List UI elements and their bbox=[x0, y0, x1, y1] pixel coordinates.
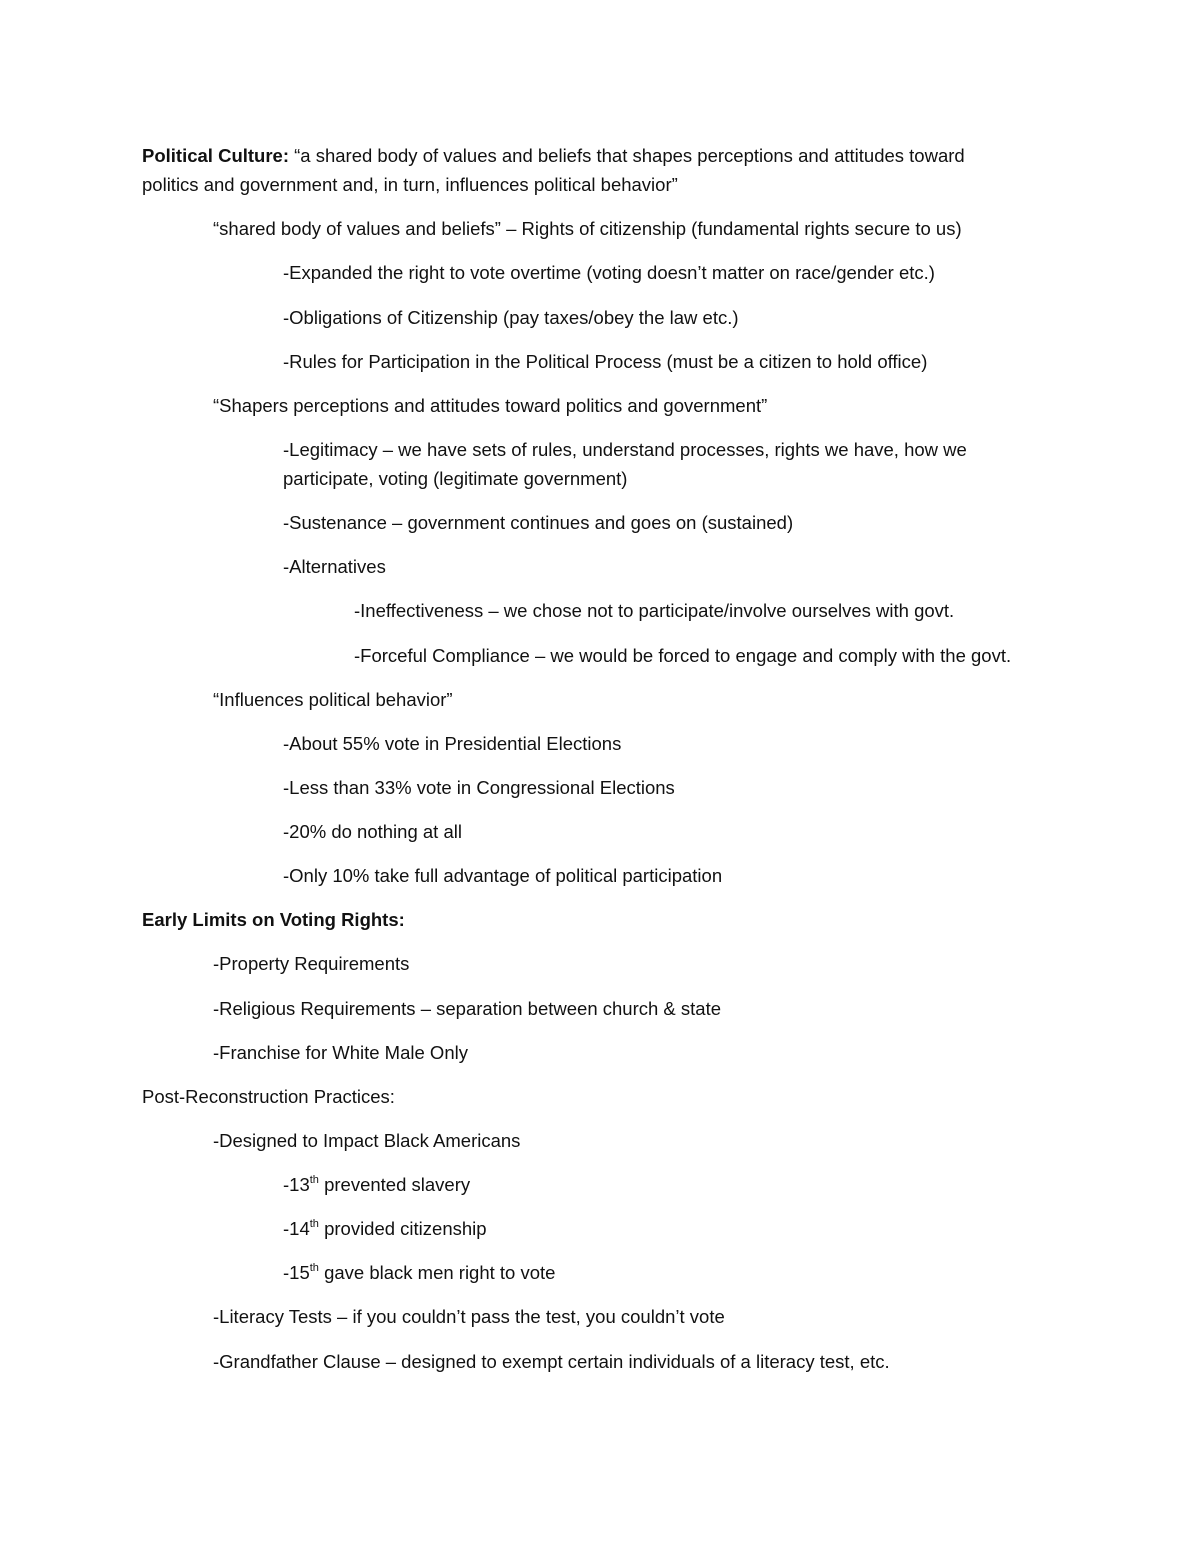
alternatives-item-ineffectiveness: -Ineffectiveness – we chose not to participate/involve ourselves with govt. bbox=[354, 600, 955, 621]
shapers-item-legitimacy-continued: participate, voting (legitimate government) bbox=[283, 468, 628, 489]
amendment-13-text: prevented slavery bbox=[318, 1174, 471, 1195]
influences-item-congressional: -Less than 33% vote in Congressional Elections bbox=[283, 777, 675, 798]
early-limits-heading: Early Limits on Voting Rights: bbox=[142, 909, 405, 930]
amendment-13-item bbox=[283, 1170, 470, 1199]
shared-values-item-rules: -Rules for Participation in the Political Process (must be a citizen to hold office) bbox=[283, 351, 928, 372]
political-culture-definition-part-2: politics and government and, in turn, influences political behavior” bbox=[142, 174, 678, 195]
section-influences-title: “Influences political behavior” bbox=[213, 689, 453, 710]
influences-item-presidential: -About 55% vote in Presidential Elections bbox=[283, 733, 622, 754]
amendment-14-suffix: th bbox=[309, 1217, 319, 1230]
shapers-item-legitimacy: -Legitimacy – we have sets of rules, understand processes, rights we have, how we bbox=[283, 439, 967, 460]
early-limits-item-religious: -Religious Requirements – separation between church & state bbox=[213, 998, 722, 1019]
amendment-15-suffix: th bbox=[309, 1261, 319, 1274]
influences-item-full-participation: -Only 10% take full advantage of political participation bbox=[283, 865, 723, 886]
amendment-15-number: -15 bbox=[283, 1262, 310, 1283]
amendment-14-text: provided citizenship bbox=[318, 1218, 487, 1239]
alternatives-item-forceful-compliance: -Forceful Compliance – we would be forced to engage and comply with the govt. bbox=[354, 645, 1012, 666]
section-shared-values-title: “shared body of values and beliefs” – Rights of citizenship (fundamental rights secure to us) bbox=[213, 218, 962, 239]
post-reconstruction-grandfather-clause: -Grandfather Clause – designed to exempt certain individuals of a literacy test, etc. bbox=[213, 1351, 890, 1372]
amendment-14-item bbox=[283, 1214, 487, 1243]
post-reconstruction-designed: -Designed to Impact Black Americans bbox=[213, 1130, 521, 1151]
shared-values-item-voting: -Expanded the right to vote overtime (voting doesn’t matter on race/gender etc.) bbox=[283, 262, 935, 283]
political-culture-line-1 bbox=[142, 141, 965, 170]
shared-values-item-obligations: -Obligations of Citizenship (pay taxes/obey the law etc.) bbox=[283, 307, 739, 328]
amendment-15-text: gave black men right to vote bbox=[318, 1262, 556, 1283]
amendment-13-suffix: th bbox=[309, 1173, 319, 1186]
amendment-14-number: -14 bbox=[283, 1218, 310, 1239]
influences-item-nothing: -20% do nothing at all bbox=[283, 821, 462, 842]
post-reconstruction-heading: Post-Reconstruction Practices: bbox=[142, 1086, 395, 1107]
amendment-15-item bbox=[283, 1258, 555, 1287]
post-reconstruction-literacy-tests: -Literacy Tests – if you couldn’t pass the test, you couldn’t vote bbox=[213, 1306, 725, 1327]
early-limits-item-franchise: -Franchise for White Male Only bbox=[213, 1042, 468, 1063]
shapers-item-sustenance: -Sustenance – government continues and goes on (sustained) bbox=[283, 512, 794, 533]
political-culture-heading: Political Culture: bbox=[142, 145, 289, 166]
amendment-13-number: -13 bbox=[283, 1174, 310, 1195]
section-shapers-title: “Shapers perceptions and attitudes toward politics and government” bbox=[213, 395, 768, 416]
early-limits-item-property: -Property Requirements bbox=[213, 953, 410, 974]
political-culture-definition-part-1: “a shared body of values and beliefs that shapes perceptions and attitudes toward bbox=[289, 145, 965, 166]
shapers-item-alternatives: -Alternatives bbox=[283, 556, 386, 577]
